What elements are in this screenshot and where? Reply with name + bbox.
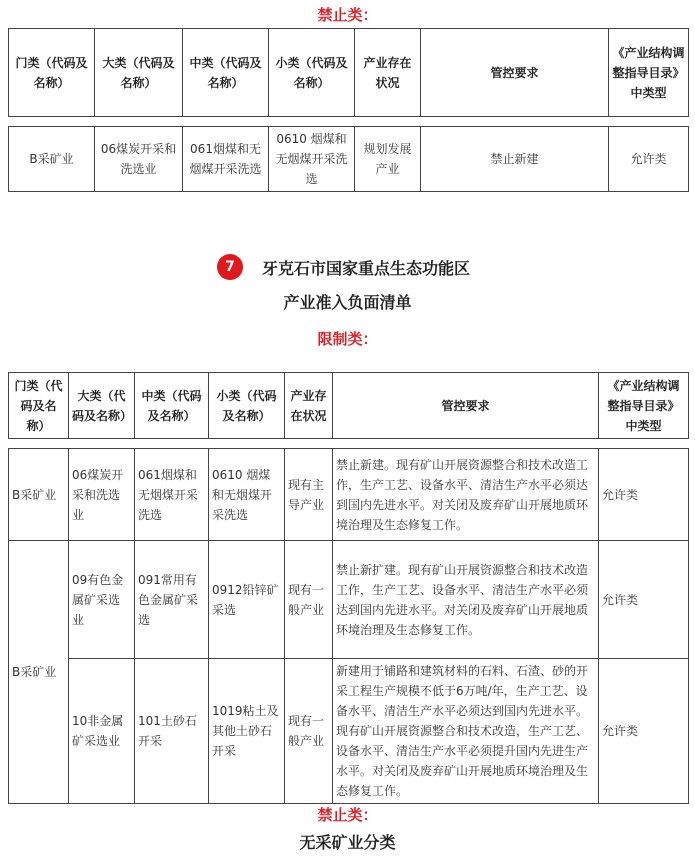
table-row [9, 541, 689, 659]
col-mid: 中类（代码及名称） [135, 373, 209, 439]
cell-door: B采矿业 [9, 449, 69, 541]
cell-big: 09有色金属矿采选业 [69, 541, 135, 659]
cell-door: B采矿业 [9, 541, 69, 804]
restrict-heading: 限制类： [317, 330, 378, 348]
cell-mid: 061烟煤和无烟煤开采洗选 [183, 127, 269, 192]
col-type: 《产业结构调整指导目录》中类型 [599, 373, 689, 439]
col-type: 《产业结构调整指导目录》中类型 [609, 29, 689, 117]
prohibit-heading-top: 禁止类： [317, 6, 378, 24]
col-req: 管控要求 [333, 373, 599, 439]
table-row [9, 449, 689, 541]
restrict-data-table [8, 448, 689, 804]
col-status: 产业存在状况 [355, 29, 421, 117]
col-door: 门类（代码及名称） [9, 29, 95, 117]
col-req: 管控要求 [421, 29, 609, 117]
cell-type: 允许类 [599, 659, 689, 804]
cell-status: 现有一般产业 [285, 541, 333, 659]
cell-big: 06煤炭开采和洗选业 [95, 127, 183, 192]
restrict-header-table [8, 372, 689, 439]
section-title-line2: 产业准入负面清单 [283, 293, 412, 312]
bottom-subtitle: 无采矿业分类 [299, 833, 396, 852]
cell-big: 10非金属矿采选业 [69, 659, 135, 804]
section-title-line1: 牙克石市国家重点生态功能区 [262, 259, 471, 278]
cell-mid: 061烟煤和无烟煤开采洗选 [135, 449, 209, 541]
cell-mid: 101土砂石开采 [135, 659, 209, 804]
cell-status: 现有主导产业 [285, 449, 333, 541]
cell-req: 禁止新建。现有矿山开展资源整合和技术改造工作，生产工艺、设备水平、清洁生产水平必须达到国内先进水平。对关闭及废弃矿山开展地质环境治理及生态修复工作。 [333, 449, 599, 541]
col-status: 产业存在状况 [285, 373, 333, 439]
cell-type: 允许类 [599, 449, 689, 541]
cell-status: 现有一般产业 [285, 659, 333, 804]
cell-door: B采矿业 [9, 127, 95, 192]
col-mid: 中类（代码及名称） [183, 29, 269, 117]
col-big: 大类（代码及名称） [69, 373, 135, 439]
cell-mid: 091常用有色金属矿采选 [135, 541, 209, 659]
prohibit-heading-bottom: 禁止类： [317, 806, 378, 824]
col-small: 小类（代码及名称） [269, 29, 355, 117]
col-big: 大类（代码及名称） [95, 29, 183, 117]
cell-type: 允许类 [609, 127, 689, 192]
cell-req: 禁止新建 [421, 127, 609, 192]
cell-small: 1019粘土及其他土砂石开采 [209, 659, 285, 804]
col-door: 门类（代码及名称） [9, 373, 69, 439]
cell-big: 06煤炭开采和洗选业 [69, 449, 135, 541]
cell-status: 规划发展产业 [355, 127, 421, 192]
cell-type: 允许类 [599, 541, 689, 659]
cell-req: 新建用于铺路和建筑材料的石料、石渣、砂的开采工程生产规模不低于6万吨/年，生产工艺、设备水平、清洁生产水平必须达到国内先进水平。现有矿山开展资源整合和技术改造，生产工艺、设备水平、清洁生产水平必须提升国内先进生产水平。对关闭及废弃矿山开展地质环境治理及生态修复工作。 [333, 659, 599, 804]
cell-req: 禁止新扩建。现有矿山开展资源整合和技术改造工作，生产工艺、设备水平、清洁生产水平必须达到国内先进水平。对关闭及废弃矿山开展地质环境治理及生态修复工作。 [333, 541, 599, 659]
cell-small: 0610 烟煤和无烟煤开采洗选 [269, 127, 355, 192]
prohibit-header-table [8, 28, 689, 117]
col-small: 小类（代码及名称） [209, 373, 285, 439]
table-row [9, 659, 689, 804]
cell-small: 0610 烟煤和无烟煤开采洗选 [209, 449, 285, 541]
section-number-badge: 7 [217, 254, 243, 280]
prohibit-data-table [8, 126, 689, 192]
table-row [9, 127, 689, 192]
cell-small: 0912铅锌矿采选 [209, 541, 285, 659]
